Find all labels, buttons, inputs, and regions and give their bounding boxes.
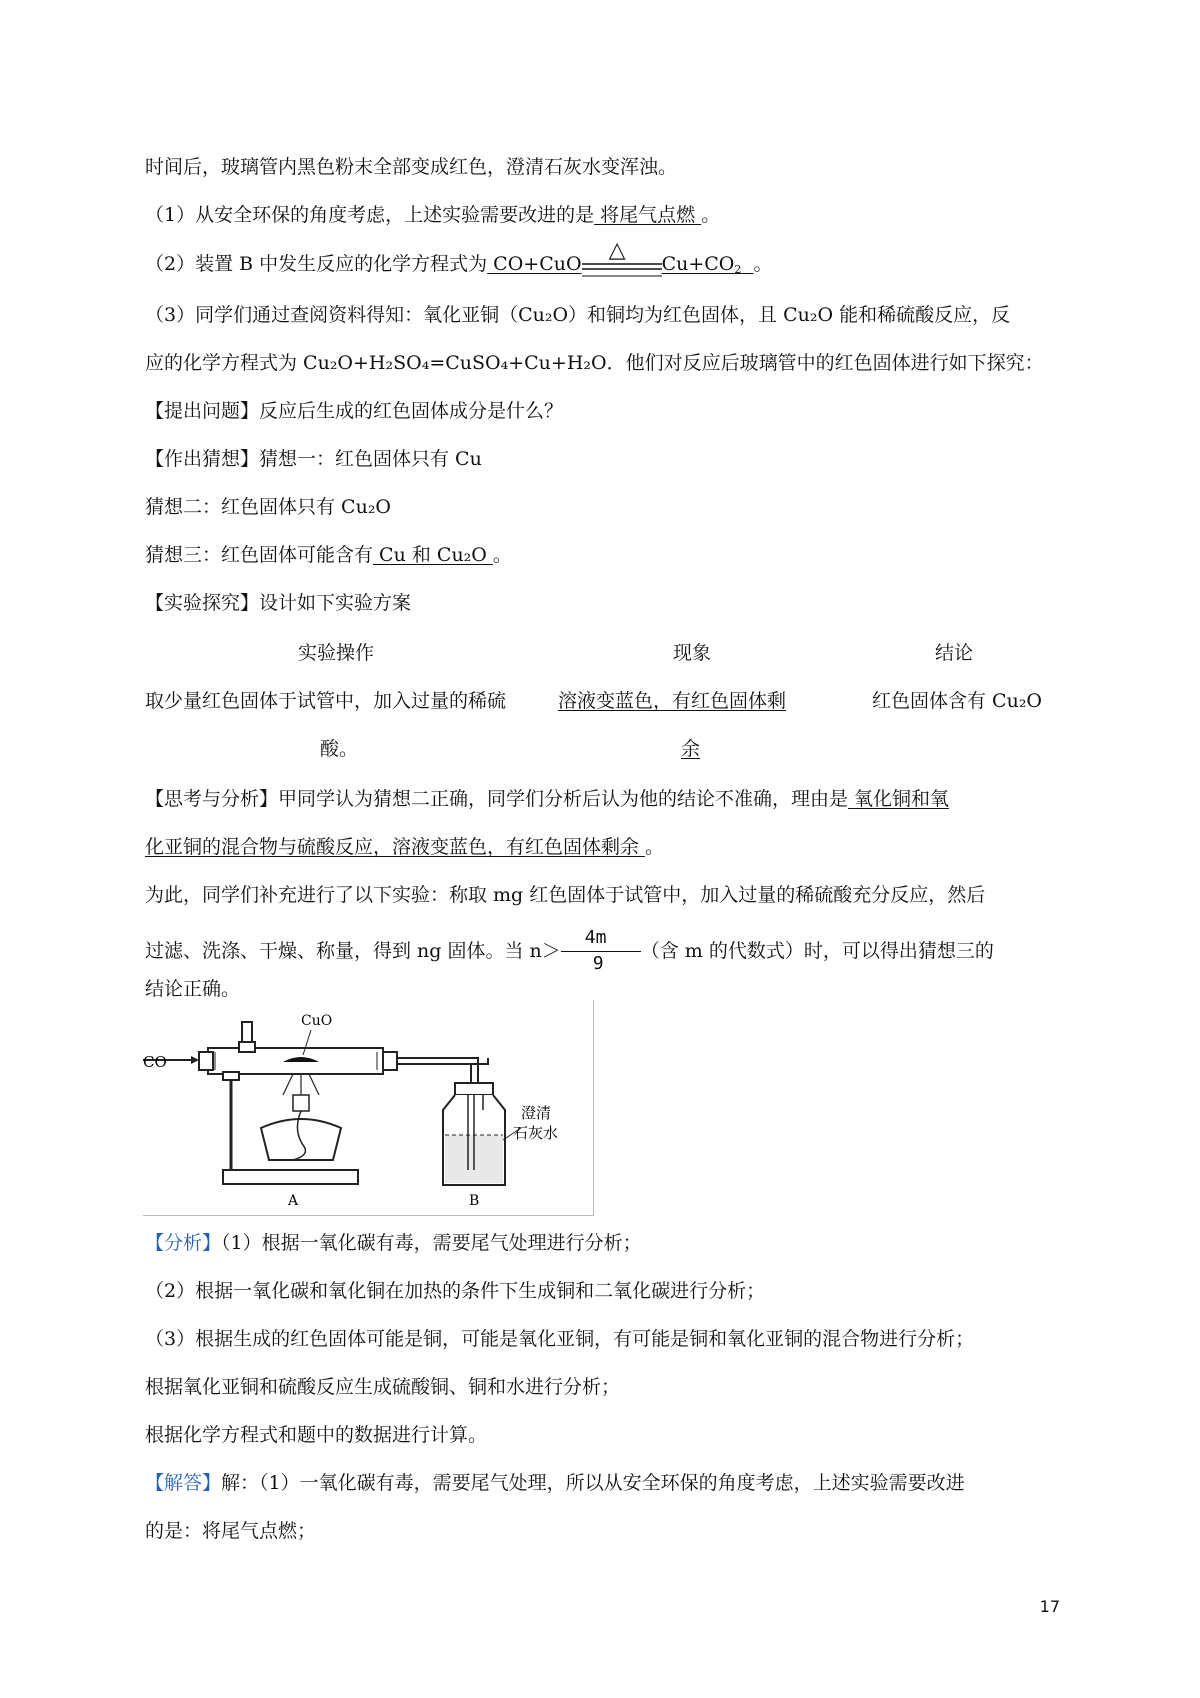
text-line: 为此，同学们补充进行了以下实验：称取 mg 红色固体于试管中，加入过量的稀硫酸充分反应，然后 [145,884,986,906]
lamp-wick [293,1095,309,1111]
answer-blank-left: CO+CuO [487,253,582,275]
solution-1 [145,1471,965,1495]
text-line: （3）根据生成的红色固体可能是铜，可能是氧化亚铜，有可能是铜和氧化亚铜的混合物进行分析； [145,1328,975,1350]
question-text: （含 m 的代数式）时，可以得出猜想三的 [640,940,994,962]
text-line: 【实验探究】设计如下实验方案 [145,592,412,614]
punct: 。 [492,544,512,566]
answer-blank: 将尾气点燃 [594,204,702,226]
text-line: 的是：将尾气点燃； [145,1520,317,1542]
delivery-tube [397,1058,478,1085]
text-line: 猜想二：红色固体只有 Cu₂O [145,496,392,518]
table-cell-phenomenon-cont: 余 [681,738,701,760]
table-header-conclusion: 结论 [935,642,974,664]
stand-base [223,1170,358,1184]
text-line: （2）根据一氧化碳和氧化铜在加热的条件下生成铜和二氧化碳进行分析； [145,1280,766,1302]
table-header-phenomenon: 现象 [673,642,712,664]
question-2 [145,238,773,282]
apparatus-diagram [143,1000,594,1216]
text-line: 【作出猜想】猜想一：红色固体只有 Cu [145,448,482,470]
question-text: 【思考与分析】甲同学认为猜想二正确，同学们分析后认为他的结论不准确，理由是 [145,788,849,810]
text-line: 时间后，玻璃管内黑色粉末全部变成红色，澄清石灰水变浑浊。 [145,156,678,178]
answer-blank: Cu 和 Cu₂O [373,544,493,566]
equals-arrow-icon [582,253,662,277]
analysis-line-cont [145,835,664,859]
label-a: A [288,1193,299,1209]
cuo-label: CuO [301,1013,333,1029]
question-text: （1）从安全环保的角度考虑，上述实验需要改进的是 [145,204,595,226]
table-cell-operation: 取少量红色固体于试管中，加入过量的稀硫 [145,690,507,712]
limewater-label-2: 石灰水 [513,1124,559,1142]
table-cell-conclusion: 红色固体含有 Cu₂O [872,690,1043,712]
answer-blank: 氧化铜和氧 [848,788,950,810]
question-text: 过滤、洗涤、干燥、称量，得到 ng 固体。当 n＞ [145,940,561,962]
punct: 。 [753,253,773,275]
alcohol-lamp [261,1119,341,1160]
text-line: 根据氧化亚铜和硫酸反应生成硫酸铜、铜和水进行分析； [145,1376,621,1398]
table-cell-operation-cont: 酸。 [320,738,359,760]
fraction-answer [561,927,641,974]
heat-symbol: △ [608,238,626,263]
question-text: 猜想三：红色固体可能含有 [145,544,374,566]
co-label: CO [143,1053,167,1071]
table-cell-phenomenon: 溶液变蓝色，有红色固体剩 [558,690,787,712]
text-line: 应的化学方程式为 Cu₂O+H₂SO₄=CuSO₄+Cu+H₂O．他们对反应后玻璃管中的红色固体进行如下探究： [145,352,1044,374]
stopper [455,1083,493,1095]
analysis-tag: 【分析】 [145,1232,222,1254]
product-text: Cu+CO [661,253,735,275]
analysis-text: （1）根据一氧化碳有毒，需要尾气处理进行分析； [221,1232,642,1254]
fraction-line [145,927,994,974]
question-1 [145,203,720,227]
cuo-powder [283,1057,319,1062]
answer-blank: 化亚铜的混合物与硫酸反应，溶液变蓝色，有红色固体剩余 [145,836,646,858]
text-line: 结论正确。 [145,978,241,1000]
text-line: 【提出问题】反应后生成的红色固体成分是什么？ [145,400,564,422]
fraction-denominator: 9 [592,953,604,974]
punct: 。 [701,204,721,226]
reaction-condition [582,238,662,277]
solution-text: 解：（1）一氧化碳有毒，需要尾气处理，所以从安全环保的角度考虑，上述实验需要改进 [221,1472,965,1494]
guess-3 [145,543,512,567]
question-text: （2）装置 B 中发生反应的化学方程式为 [145,253,488,275]
label-b: B [469,1193,480,1209]
solution-tag: 【解答】 [145,1472,222,1494]
valve-icon [242,1022,252,1042]
text-line: （3）同学们通过查阅资料得知：氧化亚铜（Cu₂O）和铜均为红色固体，且 Cu₂O 能和稀硫酸反应，反 [145,304,1011,326]
text-line: 根据化学方程式和题中的数据进行计算。 [145,1424,488,1446]
analysis-1 [145,1231,642,1255]
page-number: 17 [1039,1597,1060,1616]
limewater-label-1: 澄清 [521,1104,552,1122]
answer-blank-right [662,253,754,275]
punct: 。 [645,836,665,858]
analysis-line [145,787,949,811]
table-header-operation: 实验操作 [298,642,375,664]
fraction-numerator: 4m [584,927,607,948]
subscript: 2 [734,263,742,276]
